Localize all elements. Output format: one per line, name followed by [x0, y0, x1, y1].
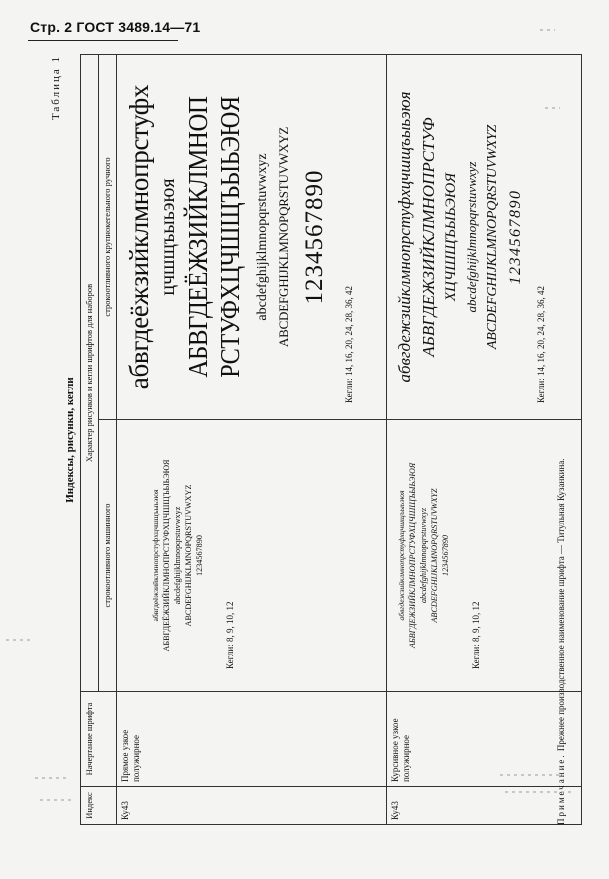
sample-digits: 1234567890: [301, 169, 328, 305]
sample-line: АБВГДЕЖЗИЙКЛМНОПРСТУФХЦЧШЩЪЫЬЭЮЯ: [408, 462, 418, 649]
header-group: Характер рисунков и кегли шрифтов для наборов: [81, 54, 99, 691]
font-table: [80, 54, 582, 825]
sizes-label: Кегли: 8, 9, 10, 12: [470, 601, 481, 669]
table-header-row: [81, 54, 99, 824]
sample-line: абвгдежзийклмнопрстуфхцчшщъыьэюя: [395, 91, 414, 383]
sample-line: 1234567890: [195, 535, 205, 576]
sample-line: РСТУФХЦЧШЩЪЫЬЭЮЯ: [215, 96, 245, 378]
manual-sample-cell: [387, 54, 582, 419]
header-machine: строкоотливного машинного: [99, 420, 117, 692]
sample-line: абвгдеёжзийклмнопрстуфх: [124, 84, 154, 390]
sizes-label: Кегли: 14, 16, 20, 24, 28, 36, 42: [344, 286, 354, 403]
sample-line: цчшщъыьэюя: [157, 178, 179, 296]
sample-line: ABCDEFGHIJKLMNOPQRSTUVWXYZ: [276, 126, 291, 348]
machine-sample: [117, 420, 236, 691]
row-index: Ку43: [387, 787, 582, 825]
sample-line: АБВГДЕЁЖЗИЙКЛМНОП: [183, 96, 213, 378]
page-header: Стр. 2 ГОСТ 3489.14—71: [30, 19, 201, 35]
row-style: Курсивное узкое полужирное: [387, 692, 582, 787]
sample-line: абвгдежзийклмнопрстуфхцчшщъыьэюя: [397, 490, 406, 621]
sizes-label: Кегли: 14, 16, 20, 24, 28, 36, 42: [536, 286, 546, 403]
table-row: [117, 54, 387, 824]
header-index: Индекс: [81, 787, 117, 825]
note-text: Прежнее производственное наименование шрифта — Титульная Кузанкина.: [556, 458, 566, 754]
sizes-label: Кегли: 8, 9, 10, 12: [224, 601, 235, 669]
sample-line: 1234567890: [441, 535, 451, 576]
table-label: Таблица 1: [50, 55, 62, 121]
sample-line: abcdefghijklmnopqrstuvwxyz: [464, 161, 479, 313]
rotated-table-page: [50, 55, 570, 825]
sample-line: абвгдеёжзийклмнопрстуфхцчшщъыьэюя: [151, 489, 160, 622]
sample-digits: 1234567890: [507, 189, 524, 285]
sample-line: abcdefghijklmnopqrstuvwxyz: [419, 507, 429, 604]
sample-line: АБВГДЕЖЗИЙКЛМНОПРСТУФ: [419, 117, 438, 357]
table-row: [387, 54, 582, 824]
table-note: [556, 55, 566, 825]
manual-sample: [117, 55, 354, 419]
note-label: Примечание.: [556, 753, 566, 825]
machine-sample: [387, 420, 482, 691]
sample-line: ХЦЧШЩЪЫЬЭЮЯ: [443, 172, 459, 302]
machine-sample-cell: [117, 420, 387, 692]
sample-line: ABCDEFGHIJKLMNOPQRSTUVWXYZ: [430, 488, 440, 623]
table-title: Индексы, рисунки, кегли: [64, 377, 76, 503]
manual-sample: [387, 55, 546, 419]
header-manual: строкоотливного крупнокегельного ручного: [99, 54, 117, 419]
sample-line: ABCDEFGHIJKLMNOPQRSTUVWXYZ: [184, 484, 194, 627]
machine-sample-cell: [387, 420, 582, 692]
row-index: Ку43: [117, 787, 387, 825]
sample-line: АБВГДЕЁЖЗИЙКЛМНОПРСТУФХЦЧШЩЪЫЬЭЮЯ: [162, 459, 172, 652]
sample-line: abcdefghijklmnopqrstuvwxyz: [255, 153, 270, 321]
header-style: Начертание шрифта: [81, 692, 117, 787]
header-rule: [28, 40, 178, 41]
sample-line: abcdefghijklmnopqrstuvwxyz: [173, 506, 183, 605]
manual-sample-cell: [117, 54, 387, 419]
sample-line: ABCDEFGHIJKLMNOPQRSTUVWXYZ: [485, 124, 500, 350]
row-style: Прямое узкое полужирное: [117, 692, 387, 787]
